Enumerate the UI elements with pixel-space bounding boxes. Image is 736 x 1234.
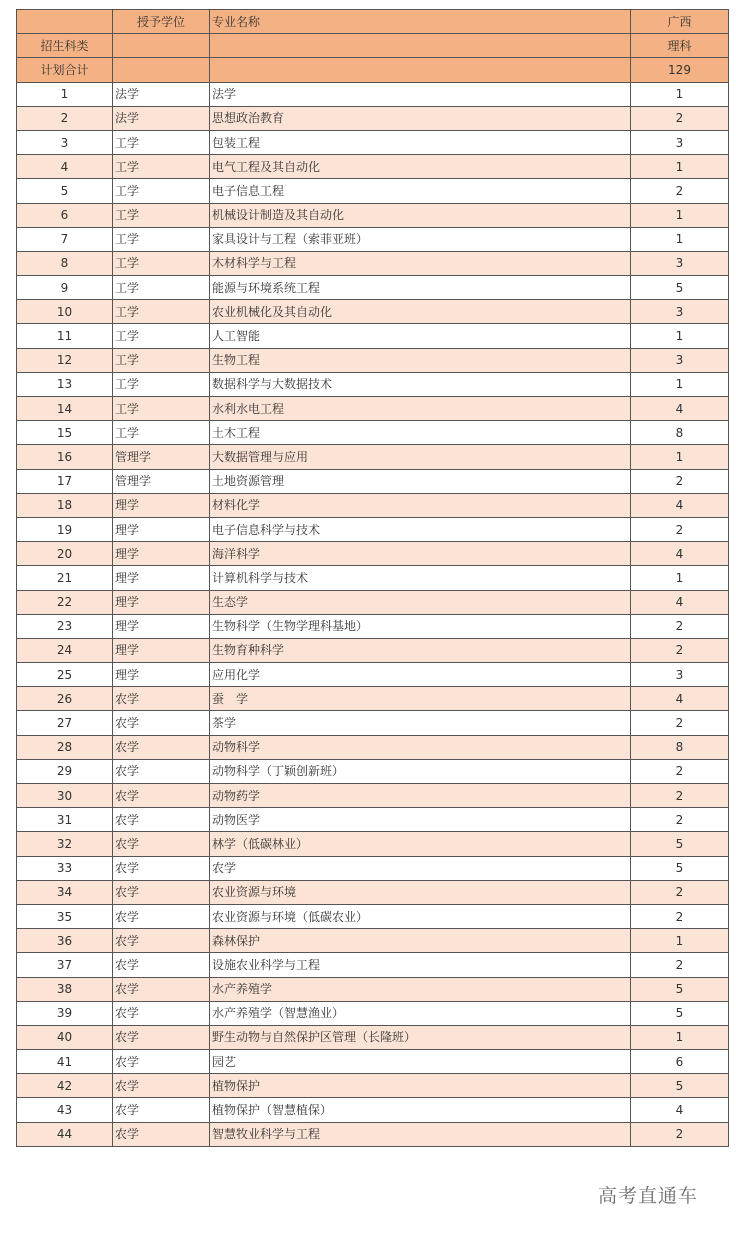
row-major-cell: 电气工程及其自动化 [210, 155, 631, 179]
row-degree-cell: 工学 [113, 155, 210, 179]
table-row [17, 542, 729, 566]
row-major-cell: 机械设计制造及其自动化 [210, 203, 631, 227]
row-index-cell: 15 [17, 421, 113, 445]
row-index-cell: 37 [17, 953, 113, 977]
row-plan-cell: 1 [631, 929, 729, 953]
row-index-cell: 31 [17, 808, 113, 832]
row-plan-cell: 1 [631, 566, 729, 590]
table-row [17, 251, 729, 275]
table-row [17, 155, 729, 179]
row-plan-cell: 4 [631, 1098, 729, 1122]
row-major-cell: 植物保护 [210, 1074, 631, 1098]
table-row [17, 1025, 729, 1049]
total-value-cell: 129 [631, 58, 729, 82]
table-row [17, 1074, 729, 1098]
row-major-cell: 智慧牧业科学与工程 [210, 1122, 631, 1146]
row-plan-cell: 1 [631, 227, 729, 251]
row-plan-cell: 2 [631, 179, 729, 203]
row-major-cell: 动物药学 [210, 784, 631, 808]
row-index-cell: 13 [17, 372, 113, 396]
row-plan-cell: 1 [631, 203, 729, 227]
row-plan-cell: 2 [631, 953, 729, 977]
table-row [17, 469, 729, 493]
row-major-cell: 计算机科学与技术 [210, 566, 631, 590]
row-index-cell: 24 [17, 638, 113, 662]
row-major-cell: 人工智能 [210, 324, 631, 348]
row-degree-cell: 理学 [113, 638, 210, 662]
table-row [17, 929, 729, 953]
row-degree-cell: 工学 [113, 130, 210, 154]
row-index-cell: 21 [17, 566, 113, 590]
table-row [17, 493, 729, 517]
category-degree-cell [113, 34, 210, 58]
row-major-cell: 能源与环境系统工程 [210, 276, 631, 300]
row-index-cell: 1 [17, 82, 113, 106]
row-index-cell: 22 [17, 590, 113, 614]
row-degree-cell: 工学 [113, 397, 210, 421]
enrollment-plan-table-container [16, 9, 728, 1147]
row-plan-cell: 2 [631, 469, 729, 493]
row-major-cell: 海洋科学 [210, 542, 631, 566]
row-index-cell: 44 [17, 1122, 113, 1146]
table-row [17, 300, 729, 324]
table-row [17, 203, 729, 227]
row-plan-cell: 5 [631, 856, 729, 880]
row-plan-cell: 2 [631, 1122, 729, 1146]
row-degree-cell: 工学 [113, 372, 210, 396]
table-row [17, 517, 729, 541]
row-index-cell: 36 [17, 929, 113, 953]
row-degree-cell: 农学 [113, 856, 210, 880]
row-plan-cell: 1 [631, 1025, 729, 1049]
row-index-cell: 17 [17, 469, 113, 493]
row-major-cell: 生物工程 [210, 348, 631, 372]
row-major-cell: 家具设计与工程（索菲亚班） [210, 227, 631, 251]
row-degree-cell: 农学 [113, 880, 210, 904]
row-major-cell: 生物育种科学 [210, 638, 631, 662]
row-plan-cell: 8 [631, 421, 729, 445]
row-index-cell: 23 [17, 614, 113, 638]
row-degree-cell: 理学 [113, 590, 210, 614]
row-major-cell: 思想政治教育 [210, 106, 631, 130]
row-major-cell: 法学 [210, 82, 631, 106]
row-index-cell: 16 [17, 445, 113, 469]
row-index-cell: 28 [17, 735, 113, 759]
row-plan-cell: 3 [631, 663, 729, 687]
row-major-cell: 动物医学 [210, 808, 631, 832]
header-index-cell [17, 10, 113, 34]
table-row [17, 106, 729, 130]
row-degree-cell: 工学 [113, 251, 210, 275]
row-index-cell: 20 [17, 542, 113, 566]
row-index-cell: 40 [17, 1025, 113, 1049]
row-degree-cell: 农学 [113, 832, 210, 856]
header-degree-cell: 授予学位 [113, 10, 210, 34]
row-major-cell: 生态学 [210, 590, 631, 614]
table-row [17, 953, 729, 977]
table-row [17, 784, 729, 808]
row-major-cell: 农业资源与环境（低碳农业） [210, 904, 631, 928]
header-province-cell: 广西 [631, 10, 729, 34]
row-major-cell: 动物科学（丁颖创新班） [210, 759, 631, 783]
row-degree-cell: 农学 [113, 1098, 210, 1122]
row-degree-cell: 农学 [113, 711, 210, 735]
row-degree-cell: 农学 [113, 687, 210, 711]
row-major-cell: 茶学 [210, 711, 631, 735]
row-index-cell: 30 [17, 784, 113, 808]
row-major-cell: 水产养殖学（智慧渔业） [210, 1001, 631, 1025]
row-plan-cell: 1 [631, 445, 729, 469]
row-major-cell: 大数据管理与应用 [210, 445, 631, 469]
row-index-cell: 7 [17, 227, 113, 251]
row-major-cell: 农业资源与环境 [210, 880, 631, 904]
row-plan-cell: 3 [631, 251, 729, 275]
row-major-cell: 动物科学 [210, 735, 631, 759]
row-index-cell: 32 [17, 832, 113, 856]
row-plan-cell: 3 [631, 130, 729, 154]
row-degree-cell: 农学 [113, 735, 210, 759]
row-plan-cell: 6 [631, 1050, 729, 1074]
row-degree-cell: 工学 [113, 348, 210, 372]
row-major-cell: 包装工程 [210, 130, 631, 154]
table-row [17, 711, 729, 735]
table-row [17, 1001, 729, 1025]
row-index-cell: 5 [17, 179, 113, 203]
row-major-cell: 农学 [210, 856, 631, 880]
row-plan-cell: 1 [631, 155, 729, 179]
row-degree-cell: 工学 [113, 203, 210, 227]
header-major-cell: 专业名称 [210, 10, 631, 34]
table-row [17, 977, 729, 1001]
row-major-cell: 电子信息工程 [210, 179, 631, 203]
row-plan-cell: 2 [631, 904, 729, 928]
row-index-cell: 9 [17, 276, 113, 300]
row-major-cell: 材料化学 [210, 493, 631, 517]
row-degree-cell: 工学 [113, 276, 210, 300]
row-index-cell: 25 [17, 663, 113, 687]
row-major-cell: 水产养殖学 [210, 977, 631, 1001]
category-value-cell: 理科 [631, 34, 729, 58]
row-degree-cell: 理学 [113, 614, 210, 638]
row-degree-cell: 理学 [113, 517, 210, 541]
table-row [17, 445, 729, 469]
row-index-cell: 34 [17, 880, 113, 904]
table-row [17, 614, 729, 638]
enrollment-plan-table [16, 9, 729, 1147]
row-major-cell: 森林保护 [210, 929, 631, 953]
row-index-cell: 18 [17, 493, 113, 517]
row-degree-cell: 法学 [113, 82, 210, 106]
row-index-cell: 14 [17, 397, 113, 421]
row-degree-cell: 农学 [113, 1074, 210, 1098]
row-degree-cell: 农学 [113, 808, 210, 832]
total-degree-cell [113, 58, 210, 82]
table-row [17, 663, 729, 687]
table-row [17, 421, 729, 445]
row-plan-cell: 4 [631, 687, 729, 711]
table-row [17, 130, 729, 154]
row-degree-cell: 农学 [113, 1050, 210, 1074]
table-row [17, 324, 729, 348]
row-degree-cell: 理学 [113, 493, 210, 517]
total-major-cell [210, 58, 631, 82]
row-plan-cell: 2 [631, 517, 729, 541]
row-index-cell: 35 [17, 904, 113, 928]
table-row [17, 735, 729, 759]
row-plan-cell: 2 [631, 614, 729, 638]
row-plan-cell: 2 [631, 759, 729, 783]
row-index-cell: 10 [17, 300, 113, 324]
table-row [17, 832, 729, 856]
row-plan-cell: 1 [631, 82, 729, 106]
row-index-cell: 12 [17, 348, 113, 372]
table-row [17, 1122, 729, 1146]
table-row [17, 348, 729, 372]
header-row [17, 10, 729, 34]
row-degree-cell: 农学 [113, 977, 210, 1001]
row-index-cell: 26 [17, 687, 113, 711]
table-row [17, 759, 729, 783]
table-row [17, 856, 729, 880]
category-label-cell: 招生科类 [17, 34, 113, 58]
watermark-text: 高考直通车 [598, 1185, 699, 1207]
row-major-cell: 水利水电工程 [210, 397, 631, 421]
row-major-cell: 蚕 学 [210, 687, 631, 711]
row-plan-cell: 5 [631, 1001, 729, 1025]
row-plan-cell: 5 [631, 977, 729, 1001]
row-degree-cell: 工学 [113, 179, 210, 203]
table-row [17, 808, 729, 832]
row-degree-cell: 管理学 [113, 445, 210, 469]
row-major-cell: 设施农业科学与工程 [210, 953, 631, 977]
row-plan-cell: 2 [631, 808, 729, 832]
row-index-cell: 11 [17, 324, 113, 348]
row-index-cell: 38 [17, 977, 113, 1001]
table-row [17, 880, 729, 904]
row-plan-cell: 3 [631, 348, 729, 372]
row-degree-cell: 理学 [113, 566, 210, 590]
row-plan-cell: 2 [631, 711, 729, 735]
row-major-cell: 林学（低碳林业） [210, 832, 631, 856]
row-index-cell: 39 [17, 1001, 113, 1025]
row-plan-cell: 1 [631, 324, 729, 348]
row-degree-cell: 农学 [113, 1122, 210, 1146]
row-major-cell: 农业机械化及其自动化 [210, 300, 631, 324]
row-degree-cell: 工学 [113, 300, 210, 324]
row-major-cell: 电子信息科学与技术 [210, 517, 631, 541]
row-major-cell: 数据科学与大数据技术 [210, 372, 631, 396]
row-plan-cell: 4 [631, 493, 729, 517]
row-plan-cell: 5 [631, 1074, 729, 1098]
row-index-cell: 8 [17, 251, 113, 275]
row-major-cell: 生物科学（生物学理科基地） [210, 614, 631, 638]
row-degree-cell: 农学 [113, 759, 210, 783]
row-plan-cell: 5 [631, 276, 729, 300]
row-major-cell: 植物保护（智慧植保） [210, 1098, 631, 1122]
row-degree-cell: 理学 [113, 663, 210, 687]
row-major-cell: 土地资源管理 [210, 469, 631, 493]
row-index-cell: 3 [17, 130, 113, 154]
row-index-cell: 6 [17, 203, 113, 227]
row-degree-cell: 法学 [113, 106, 210, 130]
row-plan-cell: 4 [631, 542, 729, 566]
table-row [17, 638, 729, 662]
table-row [17, 82, 729, 106]
row-degree-cell: 工学 [113, 421, 210, 445]
table-row [17, 227, 729, 251]
row-plan-cell: 3 [631, 300, 729, 324]
total-row [17, 58, 729, 82]
row-index-cell: 41 [17, 1050, 113, 1074]
table-row [17, 1098, 729, 1122]
row-degree-cell: 农学 [113, 1025, 210, 1049]
row-index-cell: 4 [17, 155, 113, 179]
row-degree-cell: 农学 [113, 953, 210, 977]
row-index-cell: 33 [17, 856, 113, 880]
row-plan-cell: 2 [631, 106, 729, 130]
table-row [17, 397, 729, 421]
row-major-cell: 园艺 [210, 1050, 631, 1074]
row-degree-cell: 农学 [113, 904, 210, 928]
table-row [17, 590, 729, 614]
row-plan-cell: 2 [631, 784, 729, 808]
table-row [17, 372, 729, 396]
row-major-cell: 木材科学与工程 [210, 251, 631, 275]
table-row [17, 179, 729, 203]
row-plan-cell: 4 [631, 397, 729, 421]
row-index-cell: 29 [17, 759, 113, 783]
category-row [17, 34, 729, 58]
row-major-cell: 野生动物与自然保护区管理（长隆班） [210, 1025, 631, 1049]
row-degree-cell: 农学 [113, 929, 210, 953]
row-index-cell: 27 [17, 711, 113, 735]
row-plan-cell: 5 [631, 832, 729, 856]
row-index-cell: 43 [17, 1098, 113, 1122]
table-row [17, 276, 729, 300]
row-degree-cell: 农学 [113, 784, 210, 808]
row-major-cell: 应用化学 [210, 663, 631, 687]
total-label-cell: 计划合计 [17, 58, 113, 82]
table-row [17, 566, 729, 590]
row-plan-cell: 2 [631, 638, 729, 662]
table-row [17, 687, 729, 711]
row-degree-cell: 理学 [113, 542, 210, 566]
row-degree-cell: 管理学 [113, 469, 210, 493]
row-plan-cell: 4 [631, 590, 729, 614]
row-index-cell: 19 [17, 517, 113, 541]
table-row [17, 904, 729, 928]
row-plan-cell: 8 [631, 735, 729, 759]
table-row [17, 1050, 729, 1074]
row-major-cell: 土木工程 [210, 421, 631, 445]
category-major-cell [210, 34, 631, 58]
row-degree-cell: 农学 [113, 1001, 210, 1025]
row-plan-cell: 1 [631, 372, 729, 396]
row-index-cell: 2 [17, 106, 113, 130]
row-index-cell: 42 [17, 1074, 113, 1098]
row-degree-cell: 工学 [113, 324, 210, 348]
row-degree-cell: 工学 [113, 227, 210, 251]
row-plan-cell: 2 [631, 880, 729, 904]
